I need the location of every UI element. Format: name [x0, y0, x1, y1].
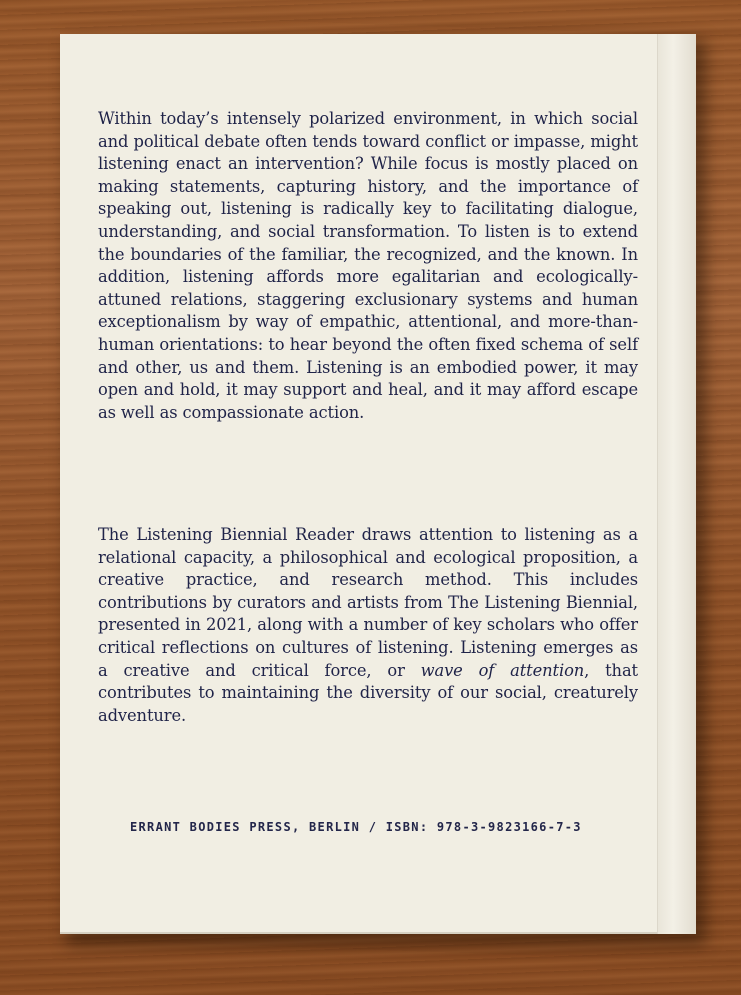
paragraph-2-italic-phrase: wave of attention [420, 660, 585, 680]
publisher-imprint: ERRANT BODIES PRESS, BERLIN / ISBN: 978-3-9823166-7-3 [130, 820, 582, 834]
description-paragraph-1: Within today’s intensely polarized environment, in which social and political debate often tends toward conflict or impasse, might listening enact an intervention? While focus is mostly placed on making statements, capturing history, and the importance of speaking out, listening is radically key to facilitating dialogue, understanding, and social transformation. To listen is to extend the boundaries of the familiar, the recognized, and the known. In addition, listening affords more egalitarian and ecologically-attuned relations, staggering exclusionary systems and human exceptionalism by way of empathic, attentional, and more-than-human orientations: to hear beyond the often fixed schema of self and other, us and them. Listening is an embodied power, it may open and hold, it may support and heal, and it may afford escape as well as compassionate action. [98, 109, 638, 422]
book-spine-edge [657, 34, 696, 934]
paragraph-2-text-start: The Listening Biennial Reader draws attention to listening as a relational capacity, a philosophical and ecological proposition, a creative practice, and research method. This includes contributions by curators and artists from The Listening Biennial, presented in 2021, along with a number of key scholars who offer critical reflections on cultures of listening. Listening emerges as a creative and critical force, or [98, 525, 638, 680]
paragraph-2-text-end: , that contributes to maintaining the diversity of our social, creaturely adventure. [98, 660, 638, 725]
description-paragraph-2 [98, 524, 638, 727]
book-back-cover [60, 34, 696, 934]
